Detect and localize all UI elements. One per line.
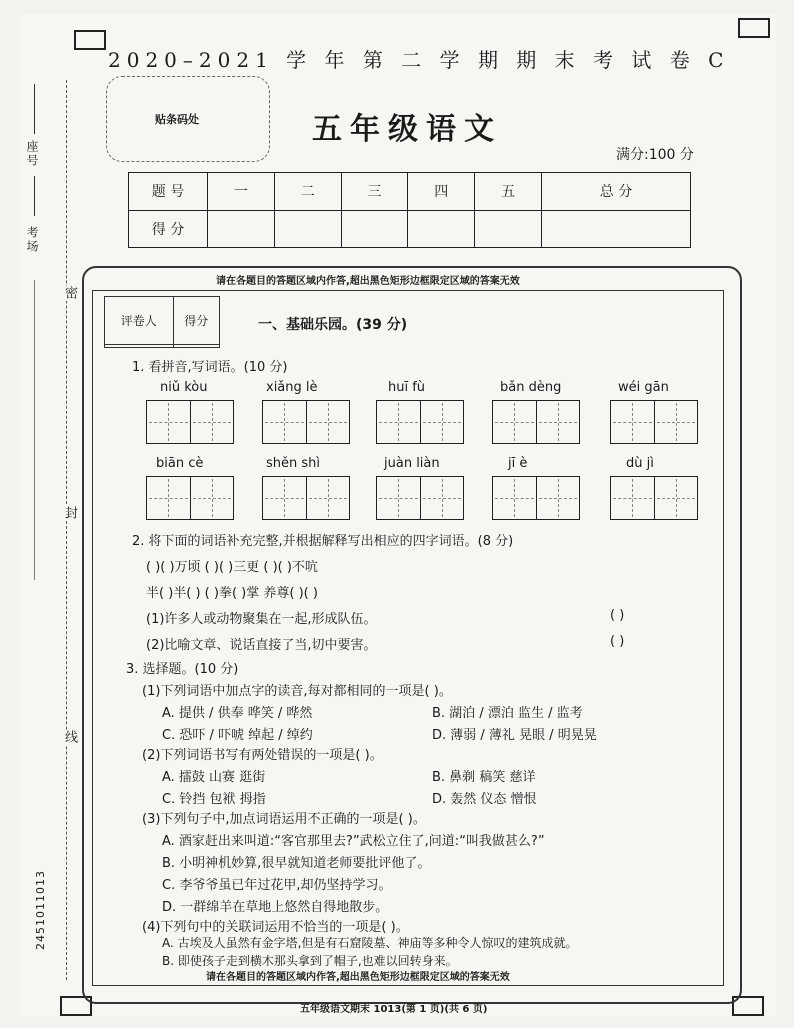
barcode-area [106,76,270,162]
q3-sub3-option-a: A. 酒家赶出来叫道:“客官那里去?”武松立住了,问道:“叫我做甚么?” [162,834,545,849]
pinyin-label: huī fù [388,380,426,395]
section1-title: 一、基础乐园。(39 分) [258,317,408,333]
exam-room-label: 考场 [25,226,39,254]
q3-sub3-option-c: C. 李爷爷虽已年过花甲,却仍坚持学习。 [162,878,392,893]
q3-sub2-option-b: B. 鼻剃 稿笑 慈详 [432,770,536,785]
grader-score-label: 得分 [173,297,219,345]
q3-title: 3. 选择题。(10 分) [126,662,239,677]
main-title: 五年级语文 [312,112,502,147]
writing-grid[interactable] [610,476,698,520]
full-score: 满分:100 分 [616,147,694,163]
q2-answer-blank-1[interactable]: ( ) [610,608,625,623]
score-input-cell[interactable] [208,210,275,248]
score-input-cell[interactable] [274,210,341,248]
score-cell: 二 [274,173,341,211]
page-footer: 五年级语文期末 1013(第 1 页)(共 6 页) [300,1004,488,1015]
q2-line2: 半( )半( ) ( )拳( )掌 养尊( )( ) [146,586,318,601]
seat-label: 座号 [25,140,39,168]
score-cell: 得 分 [129,210,208,248]
seal-char-2: 封 [62,506,77,521]
side-line-room [34,176,35,216]
q1-title: 1. 看拼音,写词语。(10 分) [132,360,288,375]
writing-grid[interactable] [492,400,580,444]
q2-answer-blank-2[interactable]: ( ) [610,634,625,649]
writing-grid[interactable] [262,400,350,444]
q3-sub2: (2)下列词语书写有两处错误的一项是( )。 [142,748,383,763]
score-table-score-row [129,210,691,248]
q3-sub1-option-b: B. 湖泊 / 漂泊 监生 / 监考 [432,706,583,721]
q3-sub2-option-a: A. 擂鼓 山赛 逛街 [162,770,266,785]
serial-number: 2451011013 [34,870,47,950]
binding-dashed-line [66,80,67,980]
seal-char-1: 密 [62,286,77,301]
writing-grid[interactable] [146,476,234,520]
score-input-cell[interactable] [408,210,475,248]
q3-sub1: (1)下列词语中加点字的读音,每对都相同的一项是( )。 [142,684,452,699]
q3-sub2-option-c: C. 铃挡 包袱 拇指 [162,792,266,807]
q3-sub2-option-d: D. 轰然 仪态 憎恨 [432,792,537,807]
seal-char-3: 线 [62,730,77,745]
side-line-seat [34,84,35,134]
writing-grid[interactable] [376,400,464,444]
pinyin-label: bǎn dèng [500,380,562,395]
pinyin-label: dù jì [626,456,654,471]
grader-table [104,296,220,348]
q3-sub3-option-b: B. 小明神机妙算,很早就知道老师要批评他了。 [162,856,431,871]
grader-score-input[interactable] [173,345,219,348]
pinyin-label: biān cè [156,456,204,471]
writing-grid[interactable] [262,476,350,520]
q2-item2: (2)比喻文章、说话直接了当,切中要害。 [146,638,377,653]
pinyin-label: jī è [508,456,528,471]
q3-sub3: (3)下列句子中,加点词语运用不正确的一项是( )。 [142,812,426,827]
score-table-header-row [129,173,691,211]
q3-sub1-option-c: C. 恐吓 / 吓唬 绰起 / 绰约 [162,728,313,743]
barcode-label: 贴条码处 [155,113,199,126]
exam-title: 2020–2021 学 年 第 二 学 期 期 末 考 试 卷 C [108,48,730,72]
side-line-lower [34,280,35,580]
q3-sub3-option-d: D. 一群绵羊在草地上悠然自得地散步。 [162,900,389,915]
score-input-cell[interactable] [541,210,690,248]
writing-grid[interactable] [610,400,698,444]
grader-reviewer-input[interactable] [105,345,174,348]
q2-line1: ( )( )万顷 ( )( )三更 ( )( )不吭 [146,560,318,575]
score-cell: 五 [475,173,542,211]
q3-sub1-option-d: D. 薄弱 / 薄礼 晃眼 / 明晃晃 [432,728,597,743]
pinyin-label: xiǎng lè [266,380,318,395]
score-cell: 四 [408,173,475,211]
score-cell: 三 [341,173,408,211]
q3-sub4-option-b: B. 即使孩子走到横木那头拿到了帽子,也难以回转身来。 [162,954,458,968]
pinyin-label: juàn liàn [384,456,440,471]
notice-top: 请在各题目的答题区域内作答,超出黑色矩形边框限定区域的答案无效 [216,276,520,287]
q3-sub4: (4)下列句中的关联词运用不恰当的一项是( )。 [142,920,409,935]
pinyin-label: niǔ kòu [160,380,208,395]
writing-grid[interactable] [146,400,234,444]
score-cell: 总 分 [541,173,690,211]
q3-sub1-option-a: A. 提供 / 供奉 哗笑 / 哗然 [162,706,313,721]
q2-item1: (1)许多人或动物聚集在一起,形成队伍。 [146,612,377,627]
corner-mark-top-right [738,18,770,38]
q2-title: 2. 将下面的词语补充完整,并根据解释写出相应的四字词语。(8 分) [132,534,514,549]
pinyin-label: shěn shì [266,456,321,471]
score-cell: 题 号 [129,173,208,211]
corner-mark-top-left [74,30,106,50]
writing-grid[interactable] [376,476,464,520]
score-cell: 一 [208,173,275,211]
score-input-cell[interactable] [341,210,408,248]
grader-reviewer-label: 评卷人 [105,297,174,345]
q3-sub4-option-a: A. 古埃及人虽然有金字塔,但是有石窟陵墓、神庙等多种令人惊叹的建筑成就。 [162,936,578,950]
score-input-cell[interactable] [475,210,542,248]
pinyin-label: wéi gān [618,380,669,395]
notice-bottom: 请在各题目的答题区域内作答,超出黑色矩形边框限定区域的答案无效 [206,972,510,983]
writing-grid[interactable] [492,476,580,520]
score-table [128,172,691,248]
